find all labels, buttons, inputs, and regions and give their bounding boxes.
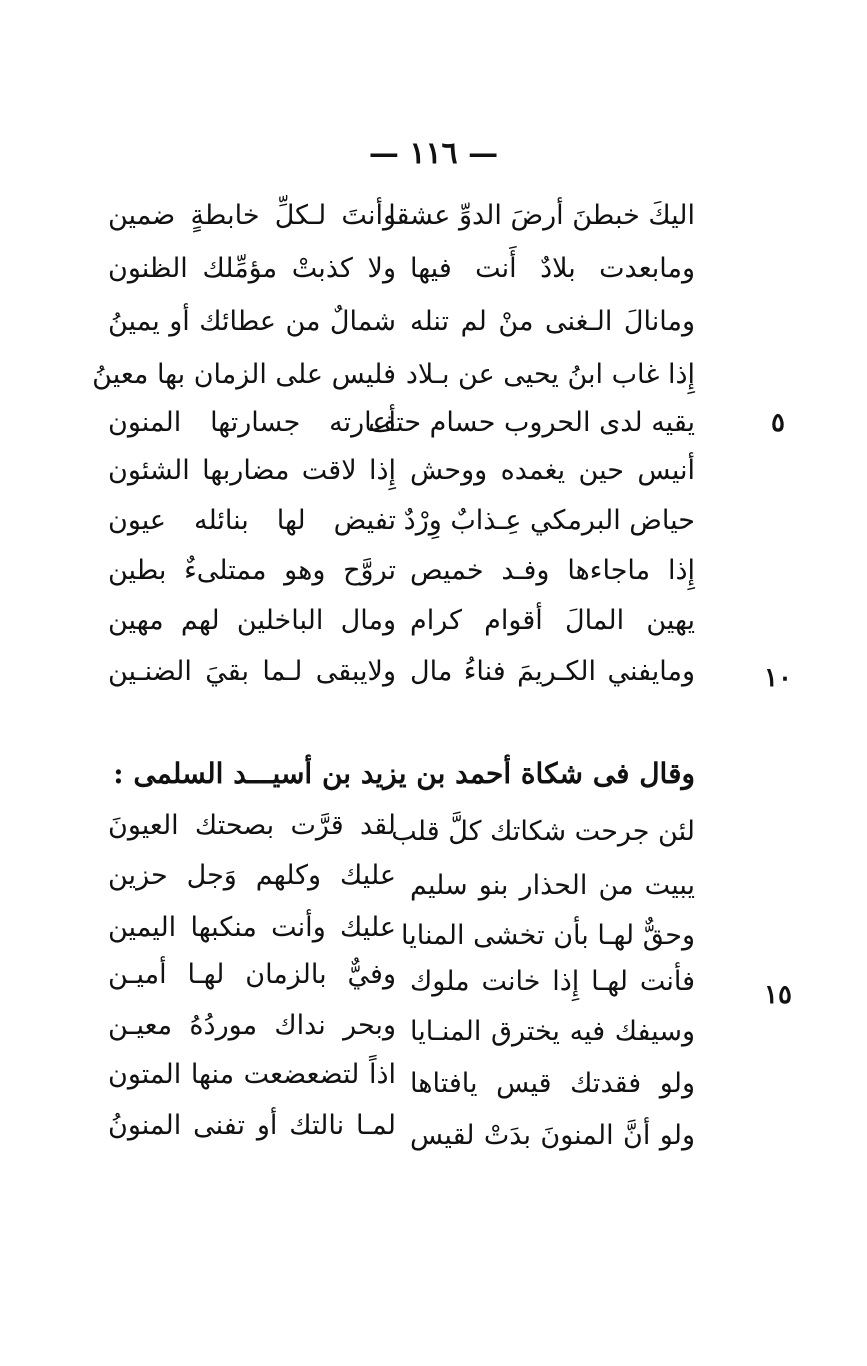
- verse-second-hemistich: ولا كذبتْ مؤمِّلك الظنون: [108, 253, 396, 284]
- verse-second-hemistich: إِذا لاقت مضاربها الشئون: [108, 455, 396, 486]
- verse-second-hemistich: عليك وأنت منكبها اليمين: [108, 912, 396, 943]
- verse-first-hemistich: وسيفك فيه يخترق المنـايا: [410, 1016, 695, 1047]
- verse-second-hemistich: عليك وكلهم وَجل حزين: [108, 860, 396, 891]
- verse-first-hemistich: لئن جرحت شكاتك كلَّ قلب: [391, 816, 695, 847]
- verse-second-hemistich: وفيٌّ بالزمان لهـا أميـن: [108, 959, 396, 990]
- verse-second-hemistich: تروَّح وهو ممتلىءٌ بطين: [108, 555, 396, 586]
- verse-first-hemistich: ومايفني الكـريمَ فناءُ مال: [410, 656, 695, 687]
- line-number: ١٠: [764, 663, 792, 693]
- verse-first-hemistich: يبيت من الحذار بنو سليم: [410, 870, 695, 901]
- verse-first-hemistich: حياض البرمكي عِـذابٌ وِرْدٌ: [403, 505, 695, 536]
- line-number: ١٥: [764, 980, 792, 1010]
- verse-second-hemistich: لمـا نالتك أو تفنى المنونُ: [108, 1110, 396, 1141]
- verse-first-hemistich: إِذا ماجاءها وفـد خميص: [410, 555, 695, 586]
- verse-first-hemistich: يقيه لدى الحروب حسام حتف: [368, 407, 695, 438]
- verse-second-hemistich: وأنتَ لـكلِّ خابطةٍ ضمين: [108, 200, 396, 231]
- verse-second-hemistich: أعارته جسارتها المنون: [108, 407, 396, 438]
- verse-second-hemistich: اذاً لتضعضعت منها المتون: [108, 1059, 396, 1090]
- verse-first-hemistich: إِذا غاب ابنُ يحيى عن بـلاد: [405, 359, 695, 390]
- verse-second-hemistich: فليس على الزمان بها معينُ: [92, 359, 396, 390]
- verse-first-hemistich: ومانالَ الـغنى منْ لم تنله: [410, 306, 695, 337]
- verse-first-hemistich: أنيس حين يغمده ووحش: [410, 455, 695, 486]
- verse-second-hemistich: شمالٌ من عطائك أو يمينُ: [108, 306, 396, 337]
- section-heading: وقال فى شكاة أحمد بن يزيد بن أسيـــد السلمى :: [113, 757, 695, 790]
- verse-first-hemistich: اليكَ خبطنَ أرضَ الدوِّ عشقا: [388, 200, 695, 231]
- line-number: ٥: [771, 408, 785, 438]
- verse-first-hemistich: ولو فقدتك قيس يافتاها: [410, 1068, 695, 1099]
- verse-first-hemistich: يهين المالَ أقوام كرام: [410, 605, 695, 636]
- verse-first-hemistich: وحقٌّ لهـا بأن تخشى المنايا: [401, 920, 695, 951]
- verse-first-hemistich: فأنت لهـا إِذا خانت ملوك: [410, 966, 695, 997]
- verse-second-hemistich: لقد قرَّت بصحتك العيونَ: [108, 810, 396, 841]
- page-number: — ١١٦ —: [368, 136, 499, 171]
- verse-second-hemistich: ومال الباخلين لهم مهين: [108, 605, 396, 636]
- verse-second-hemistich: وبحر نداك موردُهُ معيـن: [108, 1010, 396, 1041]
- verse-first-hemistich: ومابعدت بلادٌ أَنت فيها: [410, 253, 695, 284]
- verse-second-hemistich: ولايبقى لـما بقيَ الضنـين: [108, 656, 396, 687]
- verse-second-hemistich: تفيض لها بنائله عيون: [108, 505, 396, 536]
- verse-first-hemistich: ولو أنَّ المنونَ بدَتْ لقيس: [410, 1120, 695, 1151]
